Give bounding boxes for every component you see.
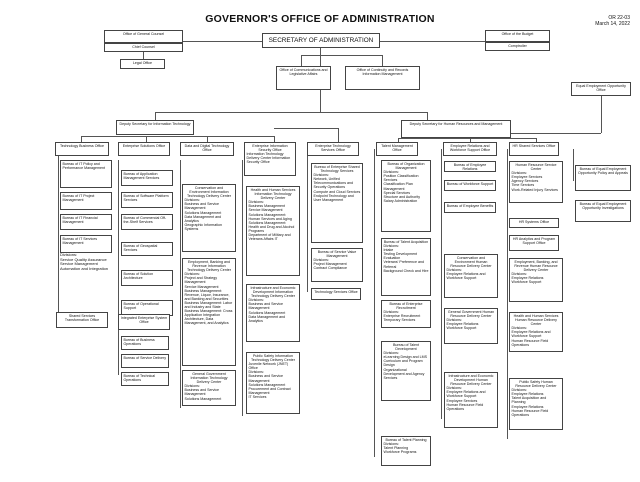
erw-bureau: Bureau of Workforce Support: [444, 180, 496, 191]
tbo-bureau: Bureau of IT Project Management: [60, 192, 112, 210]
document-id: [570, 15, 630, 27]
general-gov-it-center: General Government Information Technology Delivery Center Divisions: Business and Service Management Solutions Management: [182, 370, 236, 406]
doc-number: OR 22-03: [608, 15, 630, 21]
eeo-bureau: Bureau of Equal Employment Opportunity Investigations: [575, 200, 631, 222]
employment-hr-center: Employment, Banking, and Revenue Human Resource Delivery Center Divisions: Employee Relations Workforce Support: [509, 258, 563, 302]
service-value-bureau: Bureau of Service Value Management Divisions: Project Management Contract Compliance: [311, 248, 363, 282]
connector: [155, 112, 156, 120]
connector: [427, 112, 428, 120]
dat-head: Data and Digital Technology Office: [180, 142, 234, 156]
eeo-office-box: Equal Employment Opportunity Office: [571, 82, 631, 96]
connector: [118, 160, 119, 375]
general-gov-hr-center: General Government Human Resource Delivery Center Divisions: Employee Relations Workforce Support: [444, 308, 498, 344]
continuity-office-box: Office of Continuity and Records Information Management: [345, 66, 420, 90]
connector: [58, 149, 59, 320]
eso-bureau: Bureau of Operational Support: [121, 300, 173, 316]
talent-dev-bureau: Bureau of Talent Development Divisions: eLearning Design and LMS Curriculum and Program Design Organizational Development and Agency Services: [381, 341, 431, 401]
legal-office-box: Legal Office: [120, 59, 165, 69]
eso-bureau: Bureau of Commercial Off-the-Shelf Services: [121, 214, 173, 230]
eiso-head: Enterprise Information Security Office Information Technology Delivery Center Information Security Office: [244, 142, 296, 176]
connector: [301, 55, 302, 66]
tbo-divisions: Divisions: Service Quality Assurance Service Management Automation and Integration: [60, 252, 109, 271]
connector: [398, 138, 536, 139]
connector: [338, 128, 339, 142]
connector: [573, 149, 574, 181]
eso-head: Enterprise Solutions Office: [118, 142, 170, 156]
connector: [155, 112, 428, 113]
iesd-head: Integrated Enterprise System Office: [118, 314, 170, 330]
iesd-bureau: Bureau of Service Delivery: [121, 354, 169, 368]
conservation-it-center: Conservation and Environment Information Technology Delivery Center Divisions: Business and Service Management Solutions Management Data Management and Analytics Geographic Information Systems: [182, 184, 236, 252]
ets-head: Enterprise Technology Services Office: [307, 142, 359, 156]
erw-bureau: Bureau of Employee Relations: [444, 161, 496, 172]
connector: [180, 160, 181, 408]
connector: [382, 55, 383, 66]
budget-box: Office of the Budget: [485, 30, 550, 42]
hr-systems-office: HR Systems Office: [509, 218, 559, 228]
page-title: GOVERNOR'S OFFICE OF ADMINISTRATION: [205, 13, 435, 25]
eso-bureau: Bureau of Software Platform Services: [121, 192, 173, 208]
eso-bureau: Bureau of Geospatial Services: [121, 242, 173, 256]
safety-it-center: Public Safety Information Technology Delivery Center Juvenile Network (JNET) Office Divisions: Business and Service Management Solutions Management Procurement and Contract Management IT Services: [246, 352, 300, 414]
deputy-hr-box: Deputy Secretary for Human Resources and Management: [401, 120, 511, 138]
chief-counsel-box: Chief Counsel: [104, 43, 183, 52]
comms-office-box: Office of Communications and Legislative Affairs: [276, 66, 331, 90]
talent-ent-bureau: Bureau of Enterprise Recruitment Divisions: Enterprise Recruitment Temporary Services: [381, 300, 431, 328]
talent-org-bureau: Bureau of Organization Management Divisions: Position Classification Services Classification Plan Management Special Services Structure and Authority Salary Administration: [381, 160, 431, 232]
tbo-head: Technology Business Office: [55, 142, 109, 156]
doc-date: March 14, 2022: [595, 21, 630, 27]
tbo-bureau: Bureau of IT Services Management: [60, 235, 112, 253]
connector: [507, 149, 508, 439]
safety-hr-center: Public Safety Human Resource Delivery Center Divisions: Employee Relations Talent Acquisition and Planning Employee Relations Human Resource Field Operations: [509, 378, 563, 430]
erw-head: Employee Relations and Workforce Support Office: [443, 142, 497, 156]
comptroller-box: Comptroller: [485, 42, 550, 51]
employment-it-center: Employment, Banking and Revenue Information Technology Delivery Center Divisions: Project and Strategy Management Service Management Business Management: Revenue, Liquor, Insurance, and Banking and Securities Business Management: Labor and Industry and State Business Management: Cross Application Integration Architecture, Data Management, and Analytics: [182, 258, 236, 366]
health-it-center: Health and Human Services Information Technology Delivery Center Divisions: Business Management Service Management Solutions Management: Human Services and Aging Solutions Management: Health and Drug and Alcohol Programs Department of Military and Veterans Affairs IT: [246, 186, 300, 276]
iesd-bureau: Bureau of Technical Operations: [121, 372, 169, 386]
secretary-box: SECRETARY OF ADMINISTRATION: [262, 33, 380, 48]
talent-acq-bureau: Bureau of Talent Acquisition Divisions: Intake Testing Development Evaluation Veterans' Preference and Referral Background Check and Hire: [381, 238, 431, 296]
connector: [301, 55, 382, 56]
connector: [374, 149, 375, 457]
eeo-bureau: Bureau of Equal Employment Opportunity Policy and Appeals: [575, 165, 631, 191]
hr-service-center: Human Resource Service Center Divisions: Employee Services Agency Services Time Services Work-Related Injury Services: [509, 161, 563, 203]
eso-bureau: Bureau of Application Management Services: [121, 170, 173, 186]
connector: [441, 149, 442, 419]
infra-hr-center: Infrastructure and Economic Development Human Resource Delivery Center Divisions: Employee Relations and Workforce Support Employee Services Human Resource Field Operations: [444, 372, 498, 428]
talent-plan-bureau: Bureau of Talent Planning Divisions: Talent Planning Workforce Programs: [381, 436, 431, 466]
erw-bureau: Bureau of Employee Benefits: [444, 202, 496, 213]
connector: [307, 150, 308, 292]
talent-head: Talent Management Office: [376, 142, 418, 156]
deputy-it-box: Deputy Secretary for Information Technology: [116, 120, 194, 135]
connector: [274, 128, 338, 129]
tbo-bureau: Bureau of IT Financial Management: [60, 214, 112, 230]
conservation-hr-center: Conservation and Environment Human Resource Delivery Center Divisions: Employee Relations and Workforce Support: [444, 254, 498, 298]
health-hr-center: Health and Human Services Human Resource Delivery Center Divisions: Employee Relations and Workforce Support Human Resource Field Operations: [509, 312, 563, 352]
connector: [81, 136, 275, 137]
connector: [601, 96, 602, 133]
ets-bureau: Bureau of Enterprise Shared Technology Services Divisions: Network, Unified Telecommunications and Security Operations Compute and Cloud Services Endpoint Technology and User Management: [311, 163, 363, 243]
connector: [242, 160, 243, 416]
iesd-bureau: Bureau of Business Operations: [121, 336, 169, 350]
infra-it-center: Infrastructure and Economic Development Information Technology Delivery Center Divisions: Business and Service Management Solutions Management Data Management and Analytics: [246, 284, 300, 342]
tso-box: Technology Services Office: [311, 288, 361, 300]
shared-services-box: Shared Services Transformation Office: [56, 312, 108, 328]
hrss-head: HR Shared Services Office: [509, 142, 559, 156]
eso-bureau: Bureau of Solution Architecture: [121, 270, 173, 286]
hr-analytics-office: HR Analytics and Program Support Office: [509, 235, 559, 251]
general-counsel-box: Office of General Counsel: [104, 30, 183, 43]
tbo-bureau: Bureau of IT Policy and Performance Management: [60, 160, 112, 188]
